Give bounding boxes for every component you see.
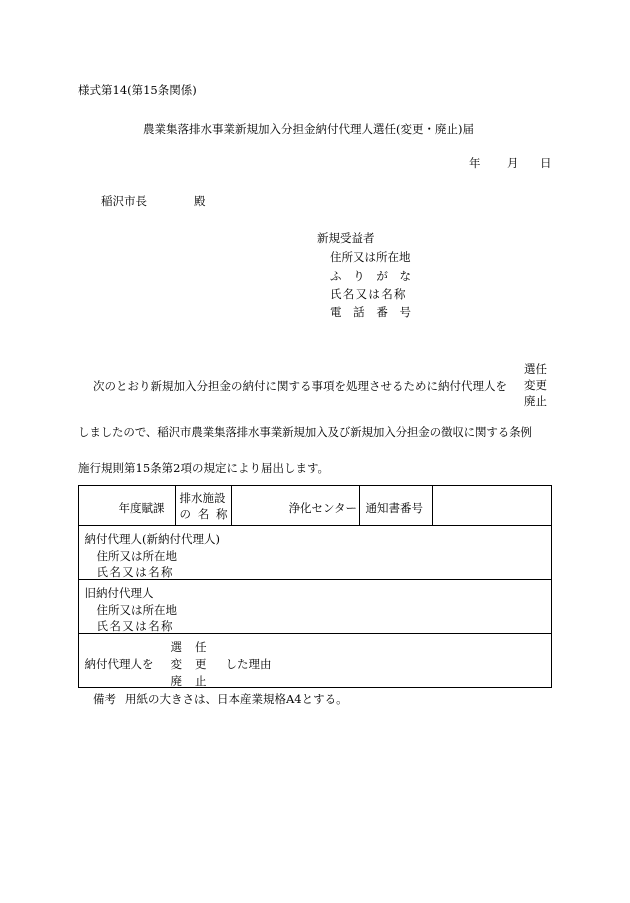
center-label: 浄化センター: [288, 500, 358, 515]
old-agent-cell[interactable]: [79, 580, 552, 634]
addressee-name: 稲沢市長: [101, 194, 147, 208]
applicant-furigana-label: ふ り が な: [330, 269, 411, 283]
reason-suffix: した理由: [225, 656, 272, 671]
table-row-new-agent: [79, 526, 552, 580]
facility-label-line2: の 名 称: [179, 506, 228, 521]
applicant-address-label: 住所又は所在地: [330, 250, 411, 264]
notice-number-label: 通知書番号: [365, 500, 423, 515]
reason-prefix: 納付代理人を: [84, 656, 154, 671]
table-row-old-agent: [79, 580, 552, 634]
year-fee-label: 年度賦課: [118, 500, 165, 515]
old-agent-heading: 旧納付代理人: [84, 585, 154, 600]
form-number: 様式第14(第15条関係): [78, 83, 197, 97]
form-title: 農業集落排水事業新規加入分担金納付代理人選任(変更・廃止)届: [143, 122, 474, 136]
notice-number-label-cell: [360, 486, 433, 526]
new-agent-address-label: 住所又は所在地: [96, 548, 177, 563]
reason-option-abolish: 廃 止: [170, 673, 207, 688]
new-agent-name-label: 氏名又は名称: [96, 564, 174, 579]
note-label: 備考: [93, 692, 116, 706]
addressee-honorific: 殿: [194, 194, 206, 208]
note-text: 用紙の大きさは、日本産業規格A4とする。: [125, 692, 348, 706]
new-agent-cell[interactable]: [79, 526, 552, 580]
body-line-3: 施行規則第15条第2項の規定により届出します。: [78, 461, 330, 475]
reason-option-change: 変 更: [170, 656, 207, 671]
notice-number-value-cell[interactable]: [433, 486, 552, 526]
old-agent-name-label: 氏名又は名称: [96, 618, 174, 633]
applicant-phone-label: 電 話 番 号: [330, 305, 411, 319]
date-day-label: 日: [540, 156, 552, 170]
applicant-heading: 新規受益者: [317, 231, 375, 245]
date-year-label: 年: [469, 156, 481, 170]
body-line-2: しましたので、稲沢市農業集落排水事業新規加入及び新規加入分担金の徴収に関する条例: [78, 425, 532, 439]
facility-label-line1: 排水施設: [179, 490, 226, 505]
new-agent-heading: 納付代理人(新納付代理人): [84, 531, 220, 546]
form-table: [78, 485, 552, 688]
option-appoint: 選任: [524, 362, 547, 376]
old-agent-address-label: 住所又は所在地: [96, 602, 177, 617]
date-month-label: 月: [507, 156, 519, 170]
reason-options: [171, 639, 207, 690]
reason-option-appoint: 選 任: [170, 639, 207, 654]
option-abolish: 廃止: [524, 394, 547, 408]
body-options: [524, 361, 547, 409]
facility-name-cell[interactable]: [176, 486, 232, 526]
year-fee-cell[interactable]: [79, 486, 176, 526]
table-row-header: [79, 486, 552, 526]
body-line-1: 次のとおり新規加入分担金の納付に関する事項を処理させるために納付代理人を: [93, 379, 507, 393]
table-row-reason: [79, 634, 552, 688]
reason-cell[interactable]: [79, 634, 552, 688]
applicant-name-label: 氏名又は名称: [330, 287, 407, 301]
center-cell[interactable]: [232, 486, 360, 526]
option-change: 変更: [524, 378, 547, 392]
